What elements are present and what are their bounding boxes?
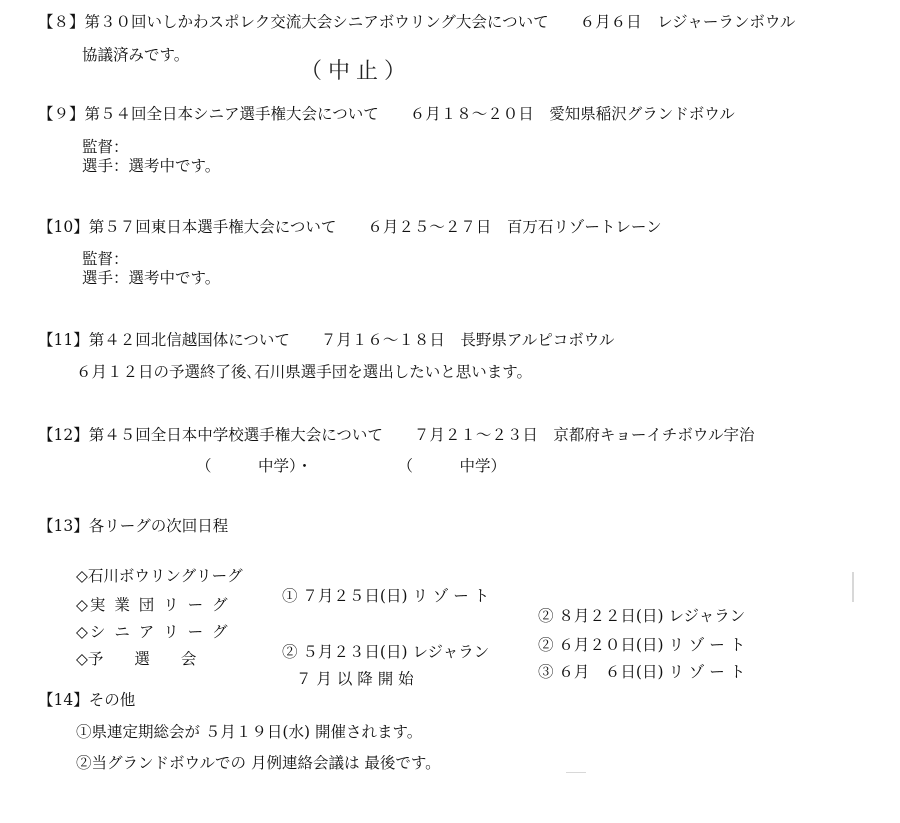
- league-date-b: ② ６月２０日(日) リ ゾ ー ト: [538, 636, 746, 654]
- item-12-schools: （ 中学）・ （ 中学）: [196, 457, 507, 475]
- league-date-a: ① ７月２５日(日) リ ゾ ー ト: [282, 587, 490, 605]
- item-12-heading: 【12】第４５回全日本中学校選手権大会について ７月２１～２３日 京都府キョーイチボウル宇治: [38, 426, 755, 444]
- league-name: ◇シ ニ ア リ ー グ: [76, 623, 230, 641]
- league-date-a: ② ５月２３日(日) レジャラン: [282, 643, 490, 661]
- item-10-heading: 【10】第５７回東日本選手権大会について ６月２５～２７日 百万石リゾートレーン: [38, 218, 662, 236]
- league-name: ◇実 業 団 リ ー グ: [76, 596, 230, 614]
- item-8-heading: 【８】第３０回いしかわスポレク交流大会シニアボウリング大会について ６月６日 レジャーランボウル: [38, 13, 796, 31]
- item-8-note: 協議済みです。: [82, 46, 190, 64]
- item-11-heading: 【11】第４２回北信越国体について ７月１６～１８日 長野県アルピコボウル: [38, 331, 615, 349]
- item-9-players: 選手：選考中です。: [82, 157, 221, 175]
- item-14-heading: 【14】その他: [38, 691, 136, 709]
- league-date-a: ７ 月 以 降 開 始: [296, 670, 414, 688]
- scan-artifact: [566, 772, 586, 773]
- item-9-heading: 【９】第５４回全日本シニア選手権大会について ６月１８～２０日 愛知県稲沢グランドボウル: [38, 105, 735, 123]
- item-10-players: 選手：選考中です。: [82, 269, 221, 287]
- league-date-b: ③ ６月 ６日(日) リ ゾ ー ト: [538, 663, 746, 681]
- item-8-handwritten-cancel: （中止）: [300, 59, 413, 84]
- league-name: ◇石川ボウリングリーグ: [76, 567, 243, 585]
- item-10-manager: 監督：: [82, 250, 129, 268]
- item-13-heading: 【13】各リーグの次回日程: [38, 517, 229, 535]
- league-date-b: ② ８月２２日(日) レジャラン: [538, 607, 746, 625]
- scan-artifact: [852, 572, 854, 602]
- item-14-note-1: ①県連定期総会が ５月１９日(水) 開催されます。: [76, 723, 423, 741]
- item-11-note: ６月１２日の予選終了後､石川県選手団を選出したいと思います。: [76, 363, 533, 381]
- item-14-note-2: ②当グランドボウルでの 月例連絡会議は 最後です。: [76, 754, 441, 772]
- item-9-manager: 監督：: [82, 138, 129, 156]
- schedule-row: [76, 629, 876, 729]
- league-name: ◇予 選 会: [76, 650, 197, 668]
